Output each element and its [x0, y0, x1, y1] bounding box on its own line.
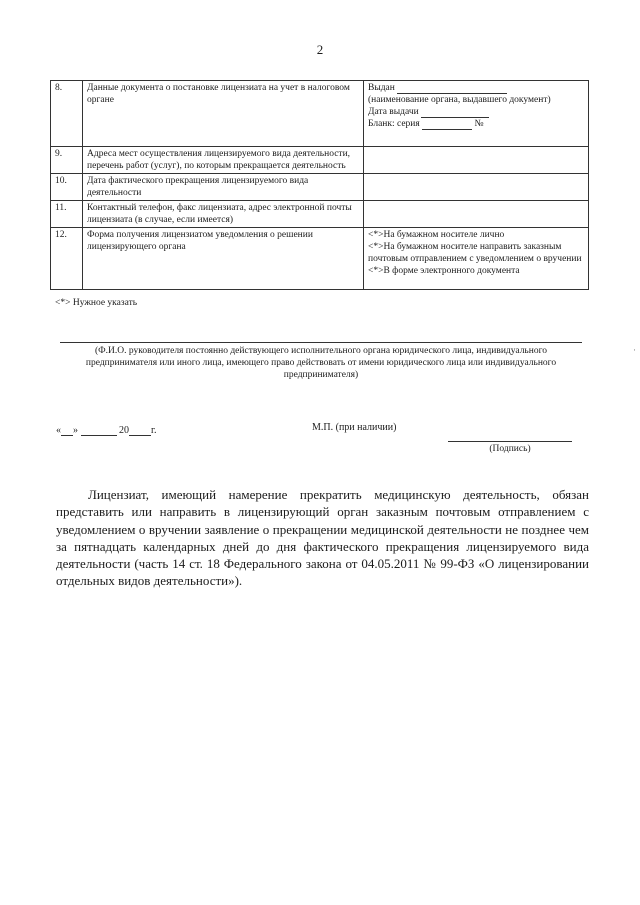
number-sign: №: [474, 119, 484, 129]
row-value-empty: [364, 201, 589, 228]
scan-edge-mark: ·: [633, 345, 636, 355]
signature-line: [448, 441, 572, 442]
form-table: [50, 80, 589, 290]
date-year-prefix: 20: [119, 425, 129, 436]
row-number: 9.: [51, 147, 83, 174]
date-open-quote: «: [56, 425, 61, 436]
option-electronic: <*>В форме электронного документа: [368, 266, 520, 276]
table-row: [51, 81, 589, 147]
row-value-empty: [364, 174, 589, 201]
year-blank: [129, 435, 151, 436]
option-registered-mail: <*>На бумажном носителе направить заказным почтовым отправлением с уведомлением о вручении: [368, 242, 582, 264]
day-blank: [61, 435, 73, 436]
row-description: Адреса мест осуществления лицензируемого вида деятельности, перечень работ (услуг), по которым прекращается деятельность: [83, 147, 364, 174]
row-number: 12.: [51, 228, 83, 290]
series-blank: [422, 129, 472, 130]
table-row: [51, 228, 589, 290]
footnote: <*> Нужное указать: [55, 298, 138, 308]
date-year-suffix: г.: [151, 425, 157, 436]
table-row: [51, 201, 589, 228]
row-number: 10.: [51, 174, 83, 201]
issued-by-note: (наименование органа, выдавшего документ): [368, 95, 551, 105]
row-description: Форма получения лицензиатом уведомления о решении лицензирующего органа: [83, 228, 364, 290]
table-row: [51, 174, 589, 201]
signatory-name-line: [60, 342, 582, 343]
table-row: [51, 147, 589, 174]
closing-paragraph: Лицензиат, имеющий намерение прекратить медицинскую деятельность, обязан представить или направить в лицензирующий орган заказным почтовым отправлением с уведомлением о вручении заявление о прекращении медицинской деятельности не позднее чем за пятнадцать календарных дней до дня фактического прекращения лицензируемого вида деятельности (часть 14 ст. 18 Федерального закона от 04.05.2011 № 99-ФЗ «О лицензировании отдельных видов деятельности»).: [56, 487, 589, 589]
issued-by-label: Выдан: [368, 83, 395, 93]
row-description: Контактный телефон, факс лицензиата, адрес электронной почты лицензиата (в случае, если имеется): [83, 201, 364, 228]
option-in-person: <*>На бумажном носителе лично: [368, 230, 505, 240]
row-description: Данные документа о постановке лицензиата на учет в налоговом органе: [83, 81, 364, 147]
blank-series-label: Бланк: серия: [368, 119, 420, 129]
row-value-empty: [364, 147, 589, 174]
date-field: [56, 425, 156, 436]
row-number: 11.: [51, 201, 83, 228]
stamp-label: М.П. (при наличии): [312, 422, 397, 433]
signature-label: (Подпись): [489, 444, 531, 454]
notification-options: [364, 228, 589, 290]
month-blank: [81, 435, 117, 436]
date-close-quote: »: [73, 425, 78, 436]
row-description: Дата фактического прекращения лицензируемого вида деятельности: [83, 174, 364, 201]
issue-date-label: Дата выдачи: [368, 107, 419, 117]
tax-document-field: [364, 81, 589, 147]
row-number: 8.: [51, 81, 83, 147]
page-number: 2: [316, 42, 324, 57]
signatory-caption: (Ф.И.О. руководителя постоянно действующего исполнительного органа юридического лица, индивидуального предпринимателя или иного лица, имеющего право действовать от имени юридического лица или индивидуального предпринимателя): [85, 346, 557, 380]
